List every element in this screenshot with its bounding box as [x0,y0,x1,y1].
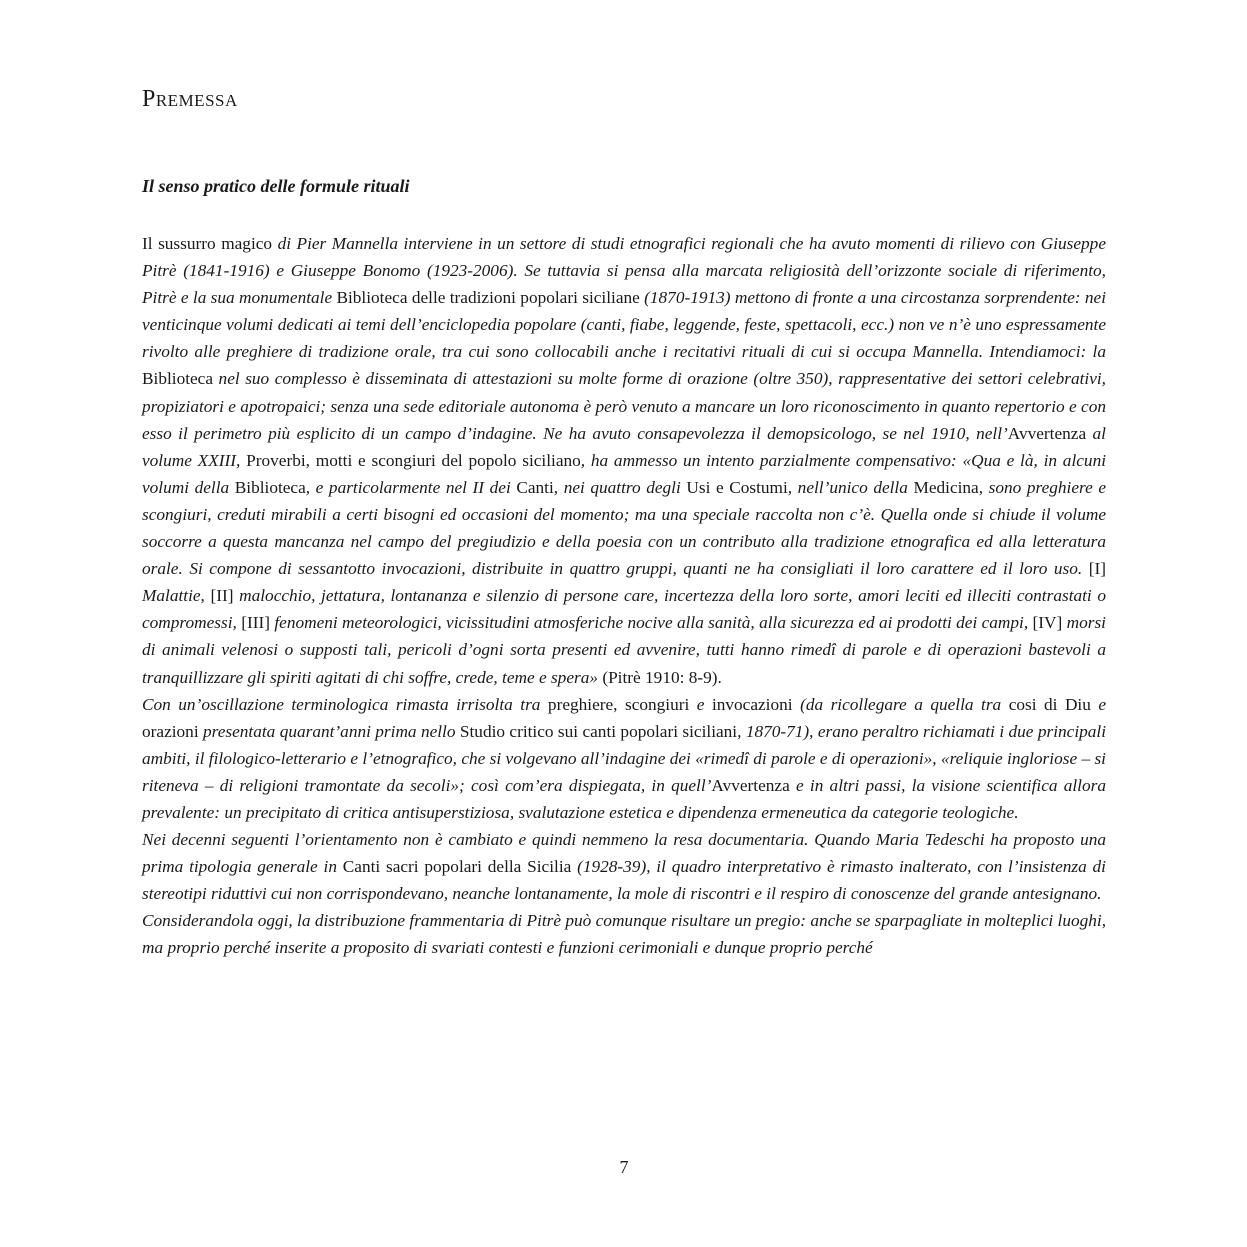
italic-text-run: , nei quattro degli [553,477,687,497]
roman-text-run: preghiere, scongiuri [547,694,690,714]
italic-text-run: Nei decenni seguenti l’orientamento non è cambiato e quindi nemmeno la resa documentaria. Quando Maria Tedeschi ha proposto una prima tipologia generale in [142,830,1106,877]
page-number: 7 [619,1157,629,1177]
roman-text-run: cosi di Diu [1008,694,1091,714]
section-title: Premessa [142,86,238,112]
italic-text-run: , 1870-71), erano peraltro richiamati i due principali ambiti, il filologico-letterario e l’etnografico, che si volgevano all’indagine dei «rimedî di parole e di operazioni», «reliquie ingloriose – si riteneva – di religioni tramontate da secoli»; così com’era dispiegata, in quell’ [142,721,1107,795]
italic-text-run: nel suo complesso è disseminata di attestazioni su molte forme di orazione (oltre 350), rappresentative dei settori celebrativi, propiziatori e apotropaici; senza una sede editoriale autonoma è però venuto a mancare un loro riconoscimento in quanto repertorio e con esso il perimetro più esplicito di un campo d’indagine. Ne ha avuto consapevolezza il demopsicologo, se nel 1910, nell’ [142,369,1106,443]
roman-text-run: Biblioteca delle tradizioni popolari siciliane [336,288,640,308]
roman-text-run: (Pitrè 1910: 8-9). [598,667,722,687]
italic-text-run: (1870-1913) mettono di fronte a una circostanza sorprendente: nei venticinque volumi dedicati ai temi dell’enciclopedia popolare (canti, fiabe, leggende, feste, spettacoli, ecc.) non ve n’è uno espressamente rivolto alle preghiere di tradizione orale, tra cui sono collocabili anche i recitativi rituali di cui si occupa Mannella. Intendiamoci: la [142,288,1106,362]
roman-text-run: [IV] [1032,613,1067,633]
roman-text-run: Avvertenza [711,775,790,795]
roman-text-run: [II] [210,586,240,606]
italic-text-run: , e particolarmente nel II dei [305,477,517,497]
italic-text-run: e [1090,694,1107,714]
italic-text-run: malocchio, jettatura, lontananza e silenzio di persone care, incertezza della loro sorte, amori leciti ed illeciti contrastati o compromessi, [142,586,1106,633]
roman-text-run: orazioni [142,721,199,741]
italic-text-run: al volume XXIII, [142,423,1106,470]
roman-text-run: [I] [1088,559,1106,579]
roman-text-run: Canti [516,477,554,497]
paragraph [142,691,1106,826]
paragraph [142,826,1106,907]
paragraph [142,907,1106,961]
paragraph [142,230,1106,691]
italic-text-run: Con un’oscillazione terminologica rimasta irrisolta tra [142,694,548,714]
roman-text-run: [III] [241,613,275,633]
roman-text-run: Proverbi, motti e scongiuri del popolo siciliano [246,450,581,470]
body-text [142,230,1106,962]
italic-text-run: e [689,694,712,714]
italic-text-run: Considerandola oggi, la distribuzione frammentaria di Pitrè può comunque risultare un pregio: anche se sparpagliate in molteplici luoghi, ma proprio perché inserite a proposito di svariati contesti e funzioni cerimoniali e dunque proprio perché [142,911,1107,958]
italic-text-run: e in altri passi, la visione scientifica allora prevalente: un precipitato di critica antisuperstiziosa, svalutazione estetica e dipendenza ermeneutica da categorie teologiche. [142,775,1106,822]
roman-text-run: Usi e Costumi [686,477,788,497]
roman-text-run: Biblioteca [234,477,306,497]
italic-text-run: (1928-39), il quadro interpretativo è rimasto inalterato, con l’insistenza di stereotipi riduttivi cui non corrispondevano, neanche lontanamente, la mole di riscontri e il respiro di conoscenze del grande antesignano. [142,857,1106,904]
italic-text-run: fenomeni meteorologici, vicissitudini atmosferiche nocive alla sanità, alla sicurezza ed ai prodotti dei campi, [274,613,1033,633]
italic-text-run: Malattie, [142,586,211,606]
roman-text-run: invocazioni [711,694,793,714]
roman-text-run: Avvertenza [1007,423,1087,443]
roman-text-run: Canti sacri popolari della Sicilia [342,857,572,877]
roman-text-run: Studio critico sui canti popolari siciliani [459,721,738,741]
italic-text-run: (da ricollegare a quella tra [792,694,1009,714]
document-page [142,0,1106,1247]
italic-text-run: morsi di animali velenosi o supposti tali, pericoli d’ogni sorta presenti ed avvenire, tutti hanno rimedî di parole e di operazioni bastevoli a tranquillizzare gli spiriti agitati di chi soffre, crede, teme e spera» [142,613,1106,687]
subsection-title: Il senso pratico delle formule rituali [142,176,410,196]
italic-text-run: di Pier Mannella interviene in un settore di studi etnografici regionali che ha avuto momenti di rilievo con Giuseppe Pitrè (1841-1916) e Giuseppe Bonomo (1923-2006). Se tuttavia si pensa alla marcata religiosità dell’orizzonte sociale di riferimento, Pitrè e la sua monumentale [142,234,1106,308]
italic-text-run: , ha ammesso un intento parzialmente compensativo: «Qua e là, in alcuni volumi della [142,450,1107,497]
italic-text-run: , sono preghiere e scongiuri, creduti mirabili a certi bisogni ed occasioni del momento; ma una speciale raccolta non c’è. Quella onde si chiude il volume soccorre a questa mancanza nel campo del pregiudizio e della poesia con un contributo alla tradizione etnografica ed alla letteratura orale. Si compone di sessantotto invocazioni, distribuite in quattro gruppi, quanti ne ha consigliati il loro carattere ed il loro uso. [142,477,1107,579]
roman-text-run: Medicina [913,477,979,497]
roman-text-run: Il sussurro magico [142,234,278,253]
italic-text-run: , nell’unico della [787,477,914,497]
italic-text-run: presentata quarant’anni prima nello [198,721,460,741]
roman-text-run: Biblioteca [142,369,214,389]
